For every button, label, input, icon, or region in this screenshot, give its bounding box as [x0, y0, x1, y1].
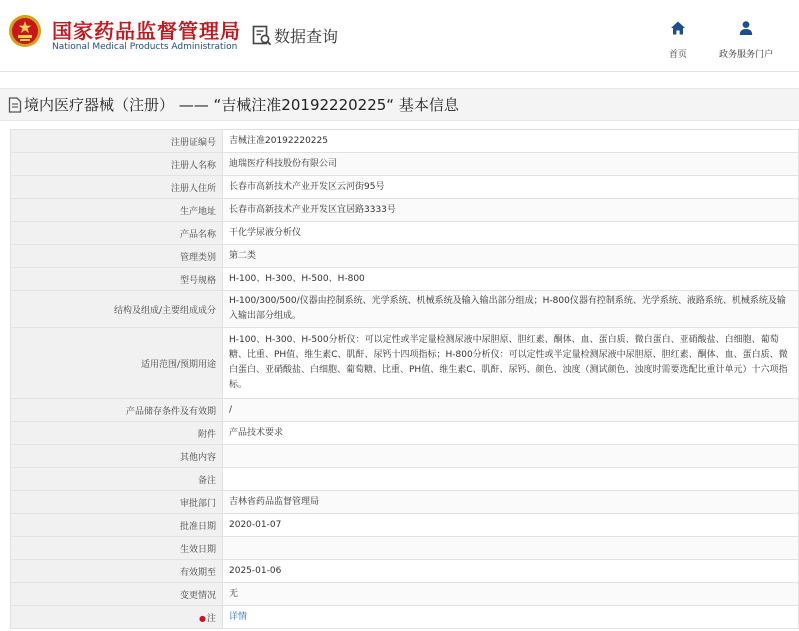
field-value: 吉械注准20192220225: [223, 130, 799, 153]
national-emblem-icon: [8, 14, 42, 48]
table-row: [11, 328, 799, 399]
table-row: [11, 606, 799, 629]
data-query-icon: [252, 25, 272, 47]
nav-home-label: 首页: [668, 50, 687, 60]
table-row: [11, 199, 799, 222]
field-label: 生效日期: [11, 537, 223, 560]
field-label: 生产地址: [11, 199, 223, 222]
field-label: 附件: [11, 422, 223, 445]
table-row: [11, 491, 799, 514]
table-row: [11, 583, 799, 606]
field-value: [223, 445, 799, 468]
field-label: 注册人名称: [11, 153, 223, 176]
table-row: [11, 176, 799, 199]
table-row: [11, 537, 799, 560]
field-value: 迪瑞医疗科技股份有限公司: [223, 153, 799, 176]
site-title[interactable]: 国家药品监督管理局: [52, 19, 241, 43]
field-label: 产品名称: [11, 222, 223, 245]
field-label: 管理类别: [11, 245, 223, 268]
field-value: 无: [223, 583, 799, 606]
field-value: 第二类: [223, 245, 799, 268]
field-value: [223, 537, 799, 560]
nav-service-portal-label: 政务服务门户: [718, 50, 773, 60]
table-row: [11, 399, 799, 422]
home-icon: [670, 20, 686, 36]
field-value: H-100、H-300、H-500分析仪：可以定性或半定量检测尿液中尿胆原、胆红素、酮体、血、蛋白质、微白蛋白、亚硝酸盐、白细胞、葡萄糖、比重、PH值、维生素C、肌酐、尿钙十四项指标；H-800分析仪：可以定性或半定量检测尿液中尿胆原、胆红素、酮体、血、蛋白质、微白蛋白、亚硝酸盐、白细胞、葡萄糖、比重、PH值、维生素C、肌酐、尿钙、颜色、浊度（测试颜色、浊度时需要选配比重计单元）十六项指标。: [223, 328, 799, 399]
table-row: [11, 445, 799, 468]
notes-label-cell: [11, 606, 223, 629]
details-link[interactable]: 详情: [229, 611, 248, 622]
field-label: 型号规格: [11, 268, 223, 291]
site-subtitle: National Medical Products Administration: [52, 42, 238, 52]
table-row: [11, 130, 799, 153]
site-header: [0, 0, 799, 72]
field-value: 2020-01-07: [223, 514, 799, 537]
field-label: 有效期至: [11, 560, 223, 583]
field-value: [223, 468, 799, 491]
document-icon: [8, 97, 22, 113]
data-query-link[interactable]: [252, 24, 338, 47]
notes-label: 注: [206, 613, 216, 624]
registration-detail-table: [10, 129, 799, 629]
page-title: 境内医疗器械（注册） —— “吉械注准20192220225“ 基本信息: [24, 96, 459, 114]
field-label: 备注: [11, 468, 223, 491]
field-label: 产品储存条件及有效期: [11, 399, 223, 422]
user-icon: [738, 20, 754, 36]
field-value: 吉林省药品监督管理局: [223, 491, 799, 514]
field-label: 批准日期: [11, 514, 223, 537]
field-label: 适用范围/预期用途: [11, 328, 223, 399]
table-row: [11, 422, 799, 445]
field-label: 变更情况: [11, 583, 223, 606]
table-row: [11, 514, 799, 537]
field-label: 注册证编号: [11, 130, 223, 153]
field-label: 结构及组成/主要组成成分: [11, 291, 223, 328]
table-row: [11, 468, 799, 491]
table-row: [11, 245, 799, 268]
nav-service-portal[interactable]: [711, 20, 781, 61]
field-value: /: [223, 399, 799, 422]
field-value: H-100/300/500/仪器由控制系统、光学系统、机械系统及输入输出部分组成；H-800仪器有控制系统、光学系统、液路系统、机械系统及输入输出部分组成。: [223, 291, 799, 328]
table-row: [11, 268, 799, 291]
table-row: [11, 560, 799, 583]
field-value: 长春市高新技术产业开发区宜居路3333号: [223, 199, 799, 222]
field-label: 注册人住所: [11, 176, 223, 199]
pin-icon: ●: [199, 613, 206, 623]
field-value: 2025-01-06: [223, 560, 799, 583]
field-value: [223, 606, 799, 629]
field-label: 审批部门: [11, 491, 223, 514]
field-value: H-100、H-300、H-500、H-800: [223, 268, 799, 291]
nav-home[interactable]: [643, 20, 713, 61]
table-row: [11, 153, 799, 176]
field-value: 产品技术要求: [223, 422, 799, 445]
table-row: [11, 222, 799, 245]
field-value: 长春市高新技术产业开发区云河街95号: [223, 176, 799, 199]
page-title-bar: [0, 88, 799, 121]
field-label: 其他内容: [11, 445, 223, 468]
table-row: [11, 291, 799, 328]
data-query-label: 数据查询: [274, 27, 339, 46]
field-value: 干化学尿液分析仪: [223, 222, 799, 245]
